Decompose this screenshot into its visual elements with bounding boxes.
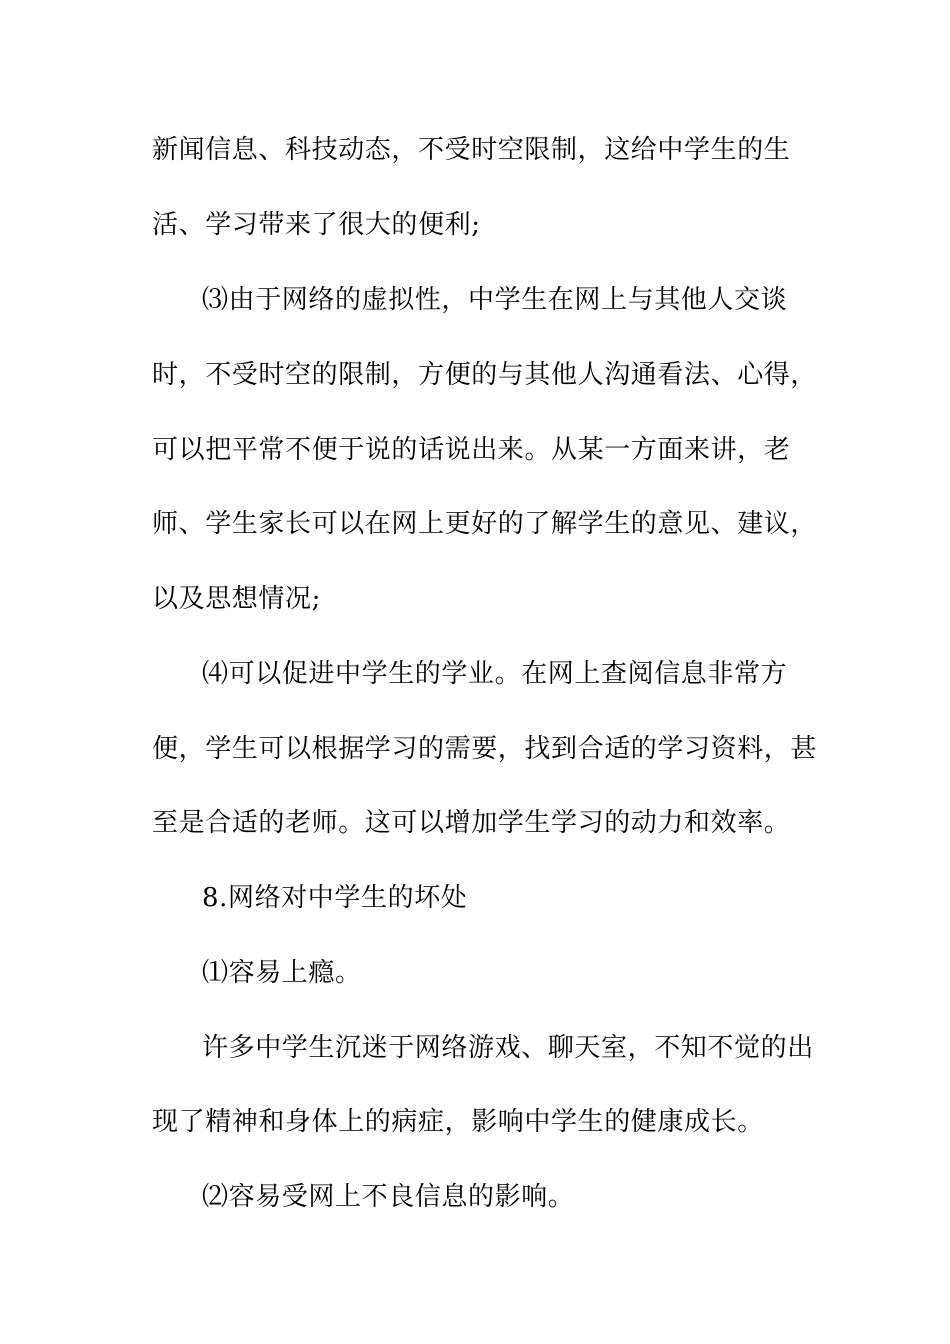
text-line: ⑷可以促进中学生的学业。在网上查阅信息非常方 [202,659,788,689]
text-line: ⑵容易受网上不良信息的影响。 [202,1182,575,1212]
text-line: 现了精神和身体上的病症，影响中学生的健康成长。 [152,1107,764,1137]
text-line: 师、学生家长可以在网上更好的了解学生的意见、建议， [152,509,818,539]
text-line: 以及思想情况; [152,584,321,614]
section-heading: 8.网络对中学生的坏处 [202,883,468,913]
text-line: 许多中学生沉迷于网络游戏、聊天室，不知不觉的出 [202,1033,814,1063]
text-line: 新闻信息、科技动态，不受时空限制，这给中学生的生 [152,135,791,165]
text-line: 活、学习带来了很大的便利; [152,210,481,240]
text-line: ⑶由于网络的虚拟性，中学生在网上与其他人交谈 [202,285,788,315]
text-line: ⑴容易上瘾。 [202,958,362,988]
text-line: 便，学生可以根据学习的需要，找到合适的学习资料，甚 [152,734,818,764]
text-line: 至是合适的老师。这可以增加学生学习的动力和效率。 [152,808,791,838]
text-line: 可以把平常不便于说的话说出来。从某一方面来讲，老 [152,435,791,465]
text-line: 时，不受时空的限制，方便的与其他人沟通看法、心得， [152,360,818,390]
